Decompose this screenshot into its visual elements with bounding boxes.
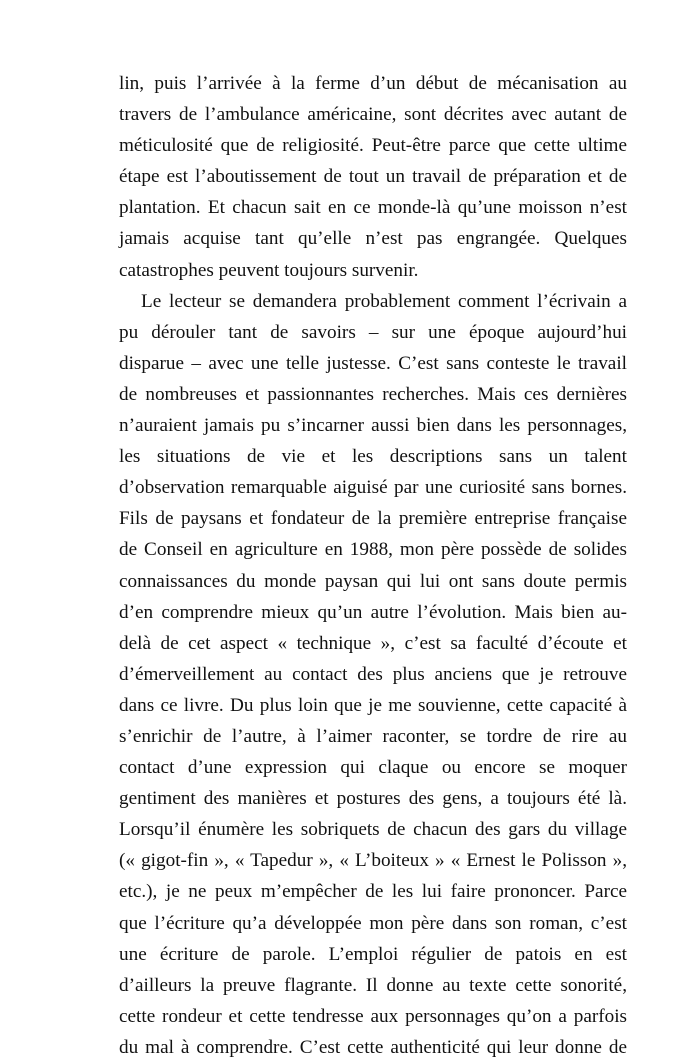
text-line: de nombreuses et passionnantes recherches. Mais ces dernières	[119, 383, 627, 405]
text-line: cette rondeur et cette tendresse aux personnages qu’on a parfois	[119, 1005, 627, 1027]
text-line: contact d’une expression qui claque ou encore se moquer	[119, 757, 627, 779]
text-line: connaissances du monde paysan qui lui ont sans doute permis	[119, 570, 627, 592]
paragraph-start-line: Le lecteur se demandera probablement comment l’écrivain a	[141, 290, 627, 312]
text-line: plantation. Et chacun sait en ce monde-là qu’une moisson n’est	[119, 197, 627, 219]
text-line: delà de cet aspect « technique », c’est sa faculté d’écoute et	[119, 632, 627, 654]
paragraph-end-line: catastrophes peuvent toujours survenir.	[119, 259, 419, 281]
text-line: Fils de paysans et fondateur de la première entreprise française	[119, 508, 627, 530]
text-line: étape est l’aboutissement de tout un travail de préparation et de	[119, 166, 627, 188]
text-line: une écriture de parole. L’emploi régulier de patois en est	[119, 943, 627, 965]
text-line: disparue – avec une telle justesse. C’est sans conteste le travail	[119, 352, 627, 374]
text-line: gentiment des manières et postures des gens, a toujours été là.	[119, 788, 627, 810]
text-line: d’émerveillement au contact des plus anciens que je retrouve	[119, 663, 627, 685]
text-line: lin, puis l’arrivée à la ferme d’un début de mécanisation au	[119, 73, 627, 94]
body-text	[119, 68, 627, 1063]
text-line: s’enrichir de l’autre, à l’aimer raconter, se tordre de rire au	[119, 725, 627, 747]
text-line: les situations de vie et les descriptions sans un talent	[119, 446, 627, 468]
text-line: d’ailleurs la preuve flagrante. Il donne au texte cette sonorité,	[119, 974, 627, 996]
text-line: d’en comprendre mieux qu’un autre l’évolution. Mais bien au-	[119, 601, 627, 623]
text-line: dans ce livre. Du plus loin que je me souvienne, cette capacité à	[119, 694, 627, 716]
text-line: etc.), je ne peux m’empêcher de les lui faire prononcer. Parce	[119, 881, 627, 903]
text-line: d’observation remarquable aiguisé par une curiosité sans bornes.	[119, 477, 627, 499]
text-line: pu dérouler tant de savoirs – sur une époque aujourd’hui	[119, 321, 627, 343]
text-line: de Conseil en agriculture en 1988, mon père possède de solides	[119, 539, 627, 561]
text-line: méticulosité que de religiosité. Peut-être parce que cette ultime	[119, 135, 627, 157]
text-line: travers de l’ambulance américaine, sont décrites avec autant de	[119, 104, 627, 126]
text-line: que l’écriture qu’a développée mon père dans son roman, c’est	[119, 912, 627, 934]
text-line: du mal à comprendre. C’est cette authenticité qui leur donne de	[119, 1036, 627, 1058]
text-line: n’auraient jamais pu s’incarner aussi bien dans les personnages,	[119, 415, 627, 437]
text-line: (« gigot-fin », « Tapedur », « L’boiteux » « Ernest le Polisson »,	[119, 850, 627, 872]
text-line: Lorsqu’il énumère les sobriquets de chacun des gars du village	[119, 819, 627, 841]
text-line: jamais acquise tant qu’elle n’est pas engrangée. Quelques	[119, 228, 627, 250]
